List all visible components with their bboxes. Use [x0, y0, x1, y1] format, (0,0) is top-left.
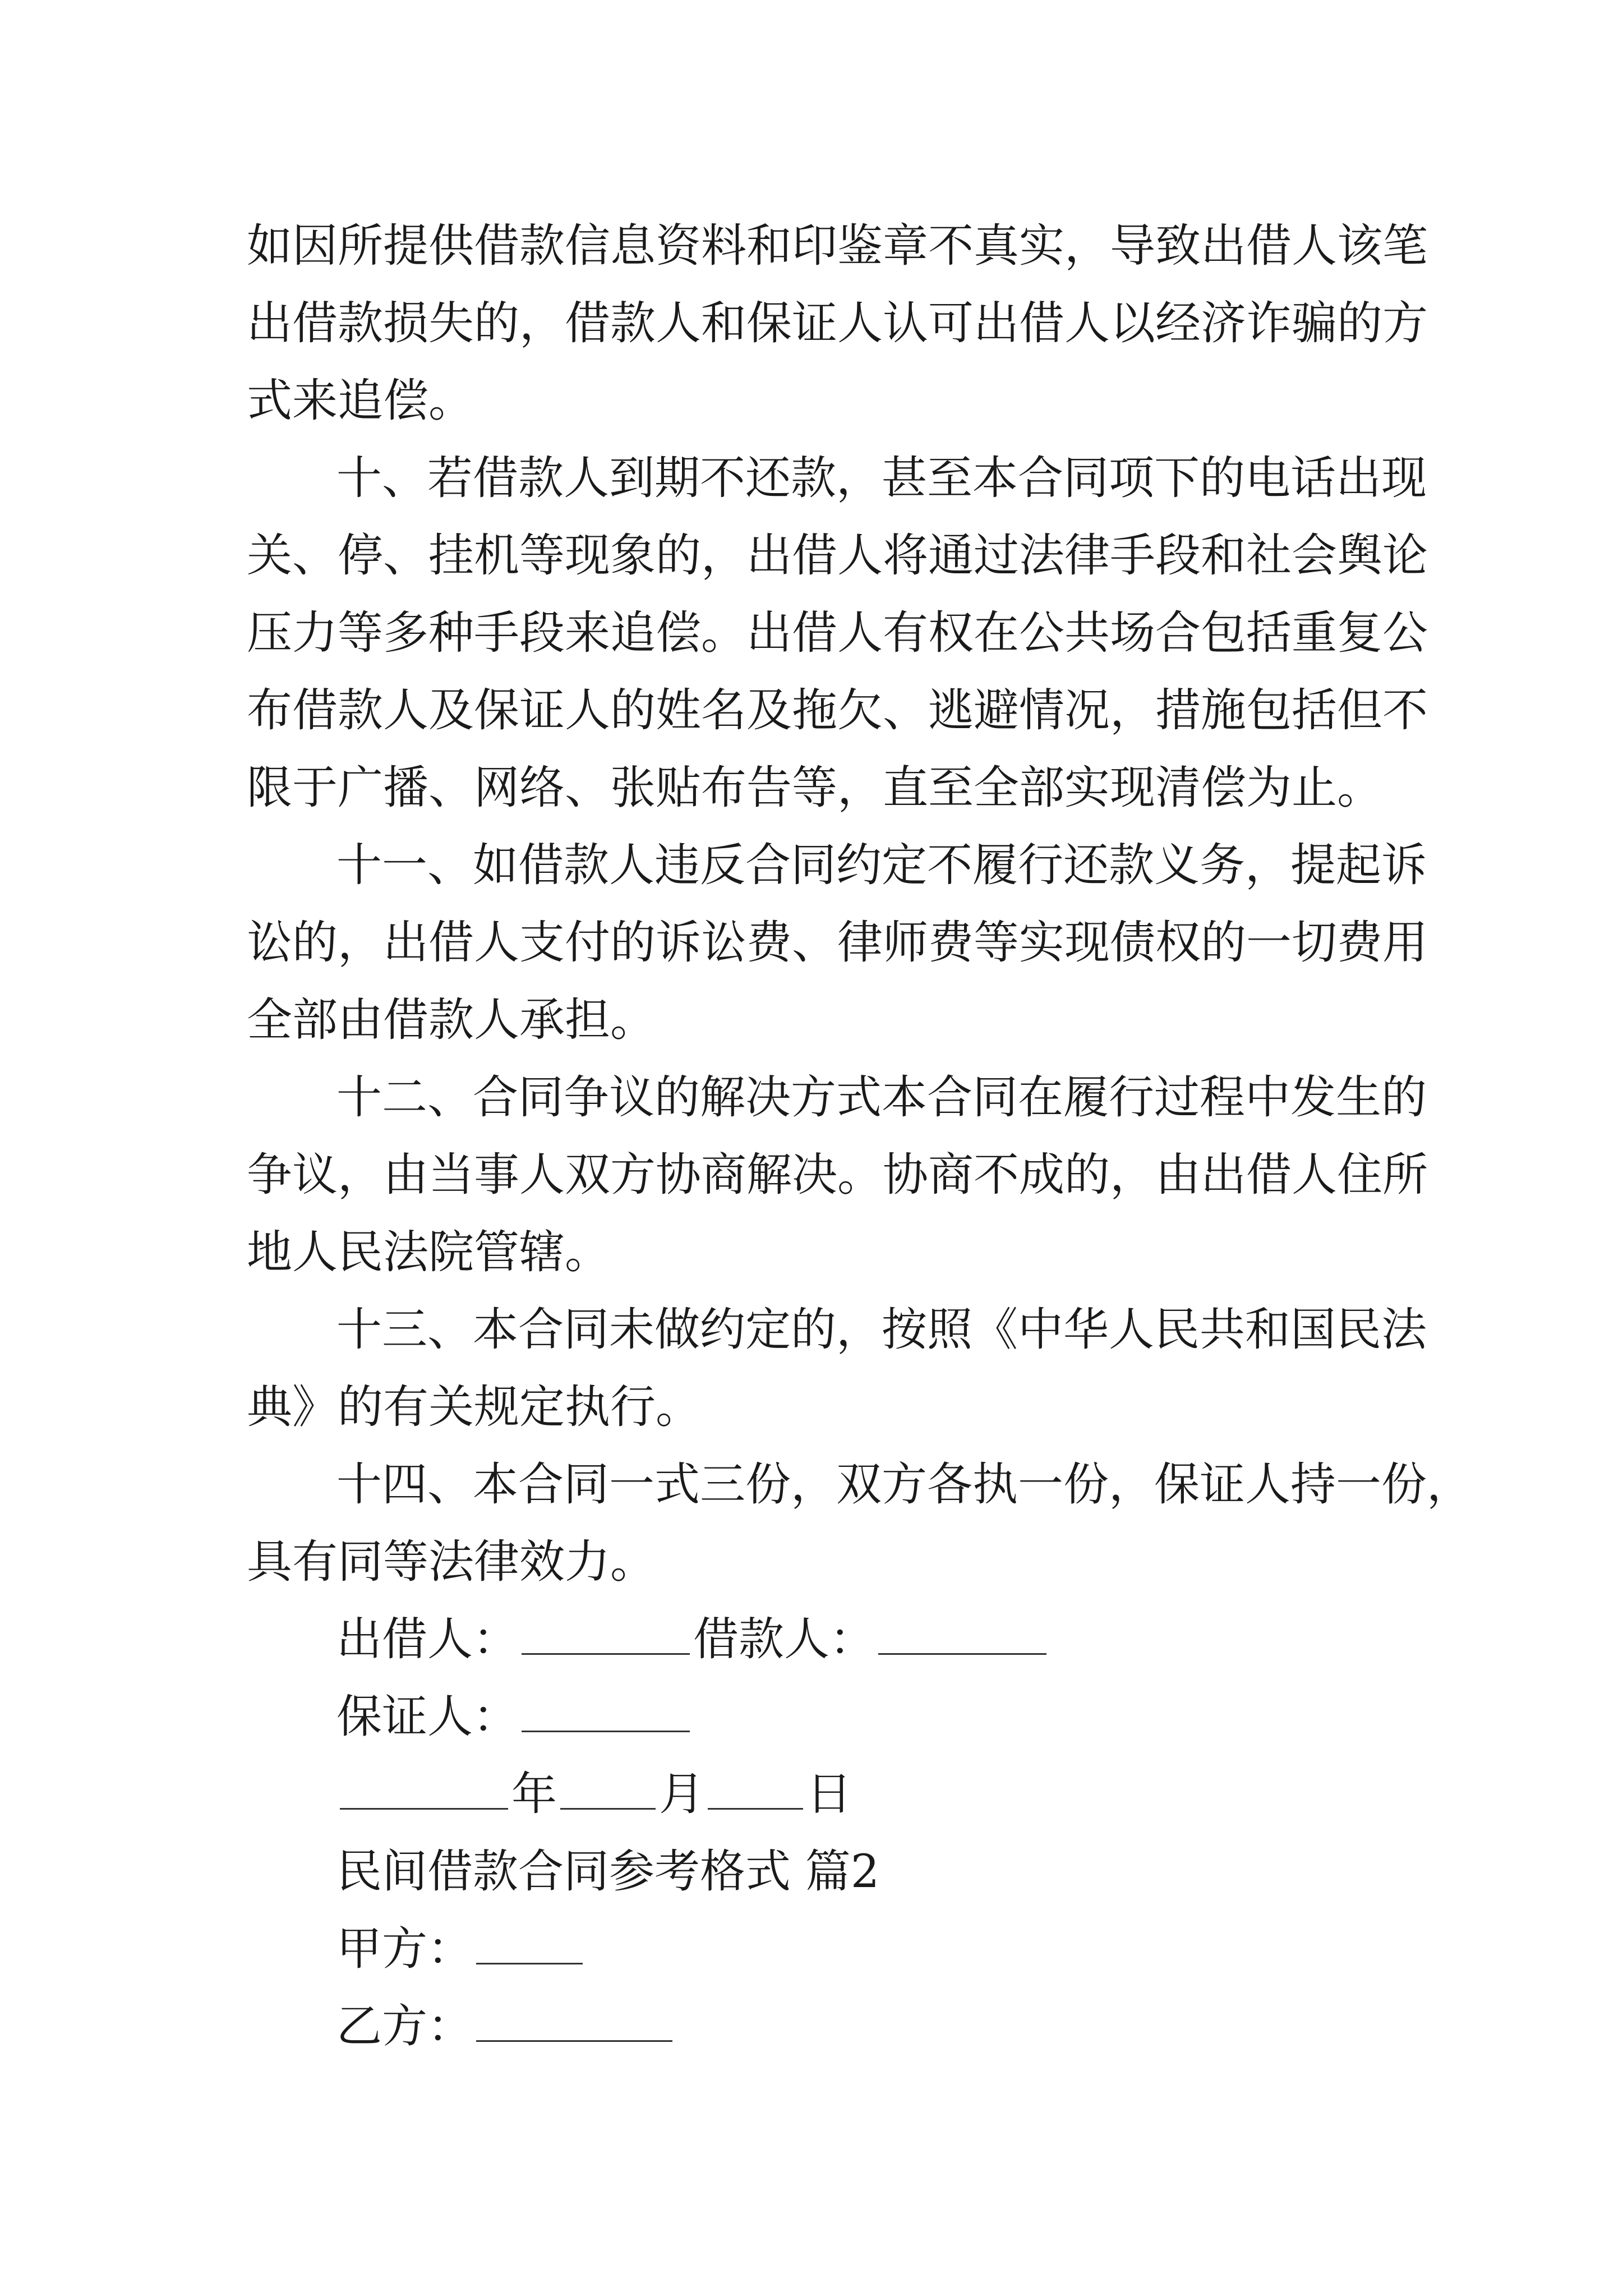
- party-b-blank[interactable]: [476, 1995, 672, 2042]
- text-line: 布借款人及保证人的姓名及拖欠、逃避情况，措施包括但不: [247, 684, 1428, 737]
- guarantor-label: 保证人：: [336, 1691, 519, 1743]
- text-line: 限于广播、网络、张贴布告等，直至全部实现清偿为止。: [247, 762, 1383, 815]
- clause-13: [247, 1291, 1427, 1446]
- lender-blank[interactable]: [522, 1608, 690, 1655]
- clause-12: [247, 1059, 1428, 1291]
- text-line: 具有同等法律效力。: [247, 1536, 656, 1589]
- year-label: 年: [511, 1768, 557, 1821]
- document-page: [247, 208, 1473, 2065]
- month-label: 月: [659, 1768, 705, 1821]
- year-blank[interactable]: [340, 1763, 508, 1810]
- text-line: 关、停、挂机等现象的，出借人将通过法律手段和社会舆论: [247, 530, 1428, 582]
- text-line: 十三、本合同未做约定的，按照《中华人民共和国民法: [336, 1304, 1427, 1356]
- text-line: 出借款损失的，借款人和保证人认可出借人以经济诈骗的方: [247, 297, 1428, 350]
- party-b-line: [247, 1988, 1385, 2065]
- signature-line-guarantor: [247, 1678, 1385, 1756]
- borrower-blank[interactable]: [878, 1608, 1046, 1655]
- date-line: [247, 1756, 1385, 1833]
- section-title: 民间借款合同参考格式 篇2: [336, 1846, 880, 1898]
- party-a-blank[interactable]: [476, 1918, 583, 1964]
- party-a-label: 甲方：: [336, 1923, 473, 1976]
- text-line: 式来追偿。: [247, 375, 474, 427]
- party-b-label: 乙方：: [336, 2000, 473, 2053]
- day-label: 日: [806, 1768, 852, 1821]
- text-line: 十二、合同争议的解决方式本合同在履行过程中发生的: [336, 1071, 1427, 1124]
- day-blank[interactable]: [708, 1763, 803, 1810]
- signature-line-lender-borrower: [247, 1601, 1385, 1678]
- text-line: 压力等多种手段来追偿。出借人有权在公共场合包括重复公: [247, 607, 1428, 660]
- party-a-line: [247, 1911, 1385, 1988]
- clause-10: [247, 440, 1428, 827]
- text-line: 十、若借款人到期不还款，甚至本合同项下的电话出现: [336, 452, 1427, 505]
- text-line: 十一、如借款人违反合同约定不履行还款义务，提起诉: [336, 839, 1427, 892]
- text-line: 如因所提供借款信息资料和印鉴章不真实，导致出借人该笔: [247, 220, 1428, 273]
- lender-label: 出借人：: [336, 1613, 519, 1666]
- text-line: 争议，由当事人双方协商解决。协商不成的，由出借人住所: [247, 1149, 1428, 1202]
- clause-9-continued: [247, 208, 1428, 440]
- text-line: 全部由借款人承担。: [247, 994, 656, 1047]
- text-line: 讼的，出借人支付的诉讼费、律师费等实现债权的一切费用: [247, 917, 1428, 969]
- borrower-label: 借款人：: [693, 1613, 875, 1666]
- text-line: 十四、本合同一式三份，双方各执一份，保证人持一份，: [336, 1458, 1473, 1511]
- text-line: 典》的有关规定执行。: [247, 1381, 702, 1434]
- month-blank[interactable]: [560, 1763, 656, 1810]
- clause-11: [247, 827, 1428, 1059]
- guarantor-blank[interactable]: [522, 1686, 690, 1732]
- clause-14: [247, 1446, 1473, 1601]
- text-line: 地人民法院管辖。: [247, 1226, 611, 1279]
